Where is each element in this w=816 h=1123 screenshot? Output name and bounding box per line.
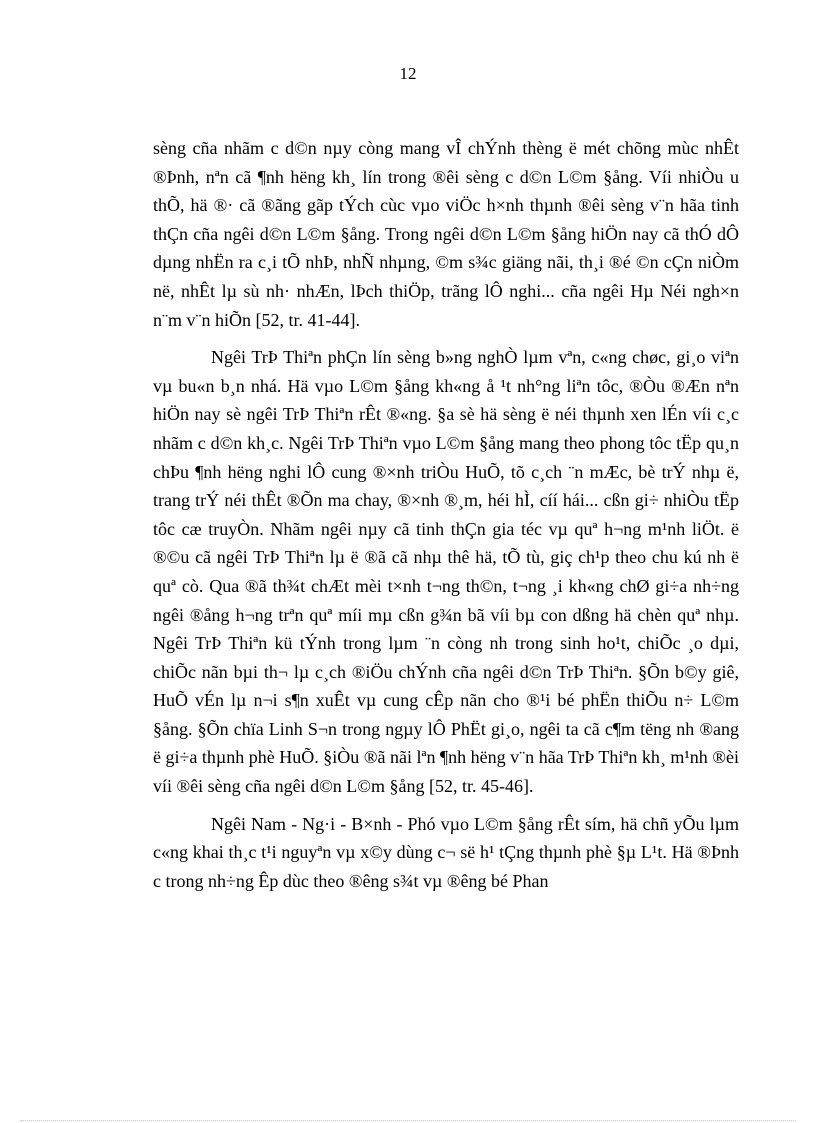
paragraph-2: Ngêi TrÞ Thiªn phÇn lín sèng b»ng nghÒ lµm vªn, c«ng chøc, gi¸o viªn vµ bu«n b¸n nhá. Hä vµo L©m §ång kh«ng å ¹t nh°ng liªn tôc, ®Òu ®Æn nªn hiÖn nay sè ngêi TrÞ Thiªn rÊt ®«ng. §a sè hä sèng ë néi thµnh xen lÉn víi c¸c nhãm c d©n kh¸c. Ngêi TrÞ Thiªn vµo L©m §ång mang theo phong tôc tËp qu¸n chÞu ¶nh hëng nghi lÔ cung ®×nh triÒu HuÕ, tõ c¸ch ¨n mÆc, bè trÝ nhµ ë, trang trÝ néi thÊt ®Õn ma chay, ®×nh ®¸m, héi hÌ, cíí hái... cßn gi÷ nhiÒu tËp tôc cæ truyÒn. Nhãm ngêi nµy cã tinh thÇn gia téc vµ quª h¬ng m¹nh liÖt. ë ®©u cã ngêi TrÞ Thiªn lµ ë ®ã cã nhµ thê hä, tÕ tù, giç ch¹p theo chu kú nh ë quª cò. Qua ®ã th¾t chÆt mèi t×nh t¬ng th©n, t¬ng ¸i kh«ng chØ gi÷a nh÷ng ngêi ®ång h¬ng trªn quª míi mµ cßn g¾n bã víi bµ con dßng hä chèn quª nhµ. Ngêi TrÞ Thiªn kü tÝnh trong lµm ¨n còng nh trong sinh ho¹t, chiÕc ¸o dµi, chiÕc nãn bµi th¬ lµ c¸ch ®iÖu chÝnh cña ngêi d©n TrÞ Thiªn. §Õn b©y giê, HuÕ vÉn lµ n¬i s¶n xuÊt vµ cung cÊp nãn cho ®¹i bé phËn thiÕu n÷ L©m §ång. §Õn chïa Linh S¬n trong ngµy lÔ PhËt gi¸o, ngêi ta cã c¶m tëng nh ®ang ë gi÷a thµnh phè HuÕ. §iÒu ®ã nãi lªn ¶nh hëng v¨n hãa TrÞ Thiªn kh¸ m¹nh ®èi víi ®êi sèng cña ngêi d©n L©m §ång [52, tr. 45-46]. <box>153 347 739 797</box>
page-number: 12 <box>399 64 417 83</box>
paragraph-3: Ngêi Nam - Ng·i - B×nh - Phó vµo L©m §ång rÊt sím, hä chñ yÕu lµm c«ng khai th¸c t¹i nguyªn vµ x©y dùng c¬ së h¹ tÇng thµnh phè §µ L¹t. Hä ®Þnh c trong nh÷ng Êp dùc theo ®êng s¾t vµ ®êng bé Phan <box>153 813 739 891</box>
page-bottom-divider <box>20 1120 796 1121</box>
body-text <box>153 134 739 904</box>
paragraph-1: sèng cña nhãm c d©n nµy còng mang vÎ chÝnh thèng ë mét chõng mùc nhÊt ®Þnh, nªn cã ¶nh hëng kh¸ lín trong ®êi sèng c d©n L©m §ång. Víi nhiÒu u thÕ, hä ®· cã ®ãng gãp tÝch cùc vµo viÖc h×nh thµnh ®êi sèng v¨n hãa tinh thÇn cña ngêi d©n L©m §ång. Trong ngêi d©n L©m §ång hiÖn nay cã thÓ dÔ dµng nhËn ra c¸i tÕ nhÞ, nhÑ nhµng, ©m s¾c giäng nãi, th¸i ®é ©n cÇn niÒm në, nhÊt lµ sù nh· nhÆn, lÞch thiÖp, trãng lÔ nghi... cña ngêi Hµ Néi ngh×n n¨m v¨n hiÕn [52, tr. 41-44]. <box>153 138 739 330</box>
